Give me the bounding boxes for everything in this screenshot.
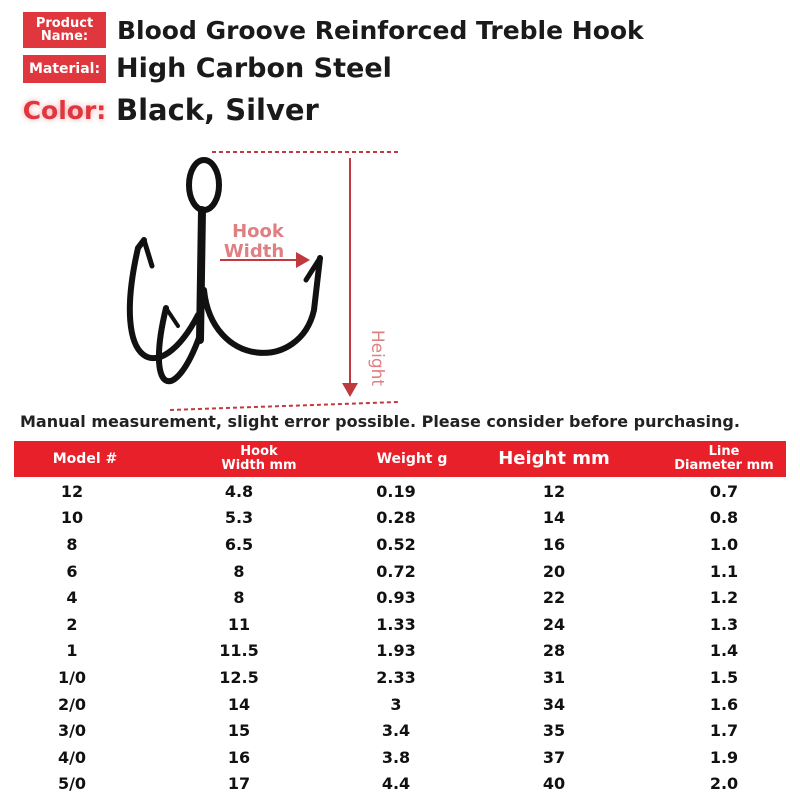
cell-hook-width: 12.5	[219, 667, 259, 687]
table-row	[14, 478, 786, 505]
cell-line-diameter: 1.1	[709, 561, 739, 581]
cell-line-diameter: 2.0	[709, 774, 739, 794]
cell-height: 37	[542, 747, 566, 767]
spec-color-row	[23, 92, 319, 128]
cell-weight: 3.8	[381, 747, 411, 767]
cell-hook-width: 11.5	[219, 641, 259, 661]
table-row	[14, 611, 786, 638]
table-row	[14, 717, 786, 744]
cell-model: 1	[66, 641, 78, 661]
table-row	[14, 691, 786, 718]
cell-height: 24	[542, 614, 566, 634]
product-name-value: Blood Groove Reinforced Treble Hook	[117, 15, 644, 45]
cell-hook-width: 16	[227, 747, 251, 767]
spec-material-row	[23, 53, 392, 84]
hook-width-label-line1: Hook	[232, 221, 284, 242]
cell-weight: 0.72	[376, 561, 416, 581]
size-table-body	[14, 478, 786, 797]
cell-height: 31	[542, 667, 566, 687]
cell-hook-width: 8	[233, 561, 245, 581]
cell-height: 40	[542, 774, 566, 794]
material-value: High Carbon Steel	[116, 53, 392, 84]
cell-height: 28	[542, 641, 566, 661]
cell-weight: 0.19	[376, 481, 416, 501]
height-label: Height	[367, 329, 387, 387]
cell-height: 35	[542, 721, 566, 741]
cell-weight: 3	[390, 694, 402, 714]
table-row	[14, 638, 786, 665]
cell-hook-width: 11	[227, 614, 251, 634]
cell-line-diameter: 0.7	[709, 481, 739, 501]
cell-line-diameter: 1.0	[709, 534, 739, 554]
cell-model: 10	[60, 508, 84, 528]
cell-height: 16	[542, 534, 566, 554]
treble-hook-icon	[130, 160, 320, 381]
cell-hook-width: 17	[227, 774, 251, 794]
cell-model: 2/0	[57, 694, 87, 714]
cell-weight: 3.4	[381, 721, 411, 741]
cell-weight: 4.4	[381, 774, 411, 794]
product-name-label: Product Name:	[23, 12, 106, 48]
cell-model: 4/0	[57, 747, 87, 767]
header-line-diameter: Line Diameter mm	[674, 444, 774, 473]
cell-model: 4	[66, 588, 78, 608]
cell-line-diameter: 1.4	[709, 641, 739, 661]
table-row	[14, 664, 786, 691]
cell-model: 8	[66, 534, 78, 554]
size-table-header	[14, 441, 786, 477]
table-row	[14, 531, 786, 558]
cell-line-diameter: 1.3	[709, 614, 739, 634]
cell-hook-width: 6.5	[224, 534, 254, 554]
cell-height: 14	[542, 508, 566, 528]
cell-model: 5/0	[57, 774, 87, 794]
measurement-note: Manual measurement, slight error possible. Please consider before purchasing.	[20, 412, 740, 431]
cell-height: 22	[542, 588, 566, 608]
spec-product-row	[23, 12, 644, 48]
cell-model: 3/0	[57, 721, 87, 741]
cell-line-diameter: 1.9	[709, 747, 739, 767]
header-model: Model #	[52, 450, 118, 467]
treble-hook-diagram	[0, 140, 800, 415]
cell-line-diameter: 1.5	[709, 667, 739, 687]
cell-hook-width: 4.8	[224, 481, 254, 501]
cell-hook-width: 15	[227, 721, 251, 741]
cell-model: 12	[60, 481, 84, 501]
cell-weight: 1.33	[376, 614, 416, 634]
cell-weight: 0.28	[376, 508, 416, 528]
table-row	[14, 584, 786, 611]
header-hook-width: Hook Width mm	[221, 444, 297, 473]
color-label: Color:	[22, 95, 107, 125]
hook-width-label-line2: Width	[223, 241, 285, 262]
cell-line-diameter: 1.2	[709, 588, 739, 608]
cell-height: 20	[542, 561, 566, 581]
cell-weight: 1.93	[376, 641, 416, 661]
cell-line-diameter: 1.6	[709, 694, 739, 714]
table-row	[14, 744, 786, 771]
cell-line-diameter: 1.7	[709, 721, 739, 741]
table-row	[14, 771, 786, 798]
cell-model: 2	[66, 614, 78, 634]
cell-weight: 0.93	[376, 588, 416, 608]
header-height: Height mm	[498, 447, 610, 469]
cell-height: 34	[542, 694, 566, 714]
cell-hook-width: 8	[233, 588, 245, 608]
header-weight: Weight g	[376, 450, 448, 467]
table-row	[14, 558, 786, 585]
material-label: Material:	[23, 55, 106, 83]
cell-hook-width: 5.3	[224, 508, 254, 528]
cell-weight: 2.33	[376, 667, 416, 687]
cell-height: 12	[542, 481, 566, 501]
cell-model: 6	[66, 561, 78, 581]
cell-weight: 0.52	[376, 534, 416, 554]
color-value: Black, Silver	[116, 93, 319, 127]
cell-model: 1/0	[57, 667, 87, 687]
table-row	[14, 505, 786, 532]
cell-line-diameter: 0.8	[709, 508, 739, 528]
cell-hook-width: 14	[227, 694, 251, 714]
